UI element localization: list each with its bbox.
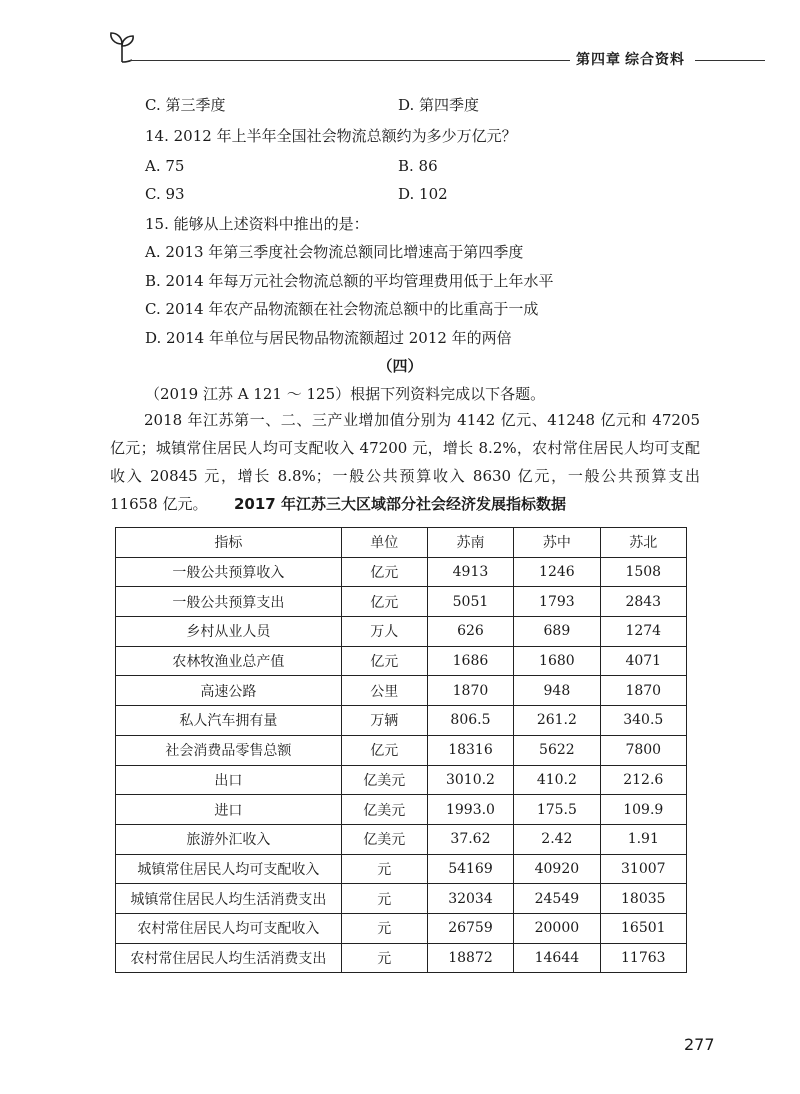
value-cell: 11763: [600, 943, 686, 973]
q14-option-c: C. 93: [145, 185, 185, 203]
value-cell: 1246: [514, 557, 600, 587]
table-row: [116, 735, 687, 765]
value-cell: 1793: [514, 587, 600, 617]
table-row: [116, 943, 687, 973]
value-cell: 948: [514, 676, 600, 706]
section-title: （四）: [377, 357, 423, 375]
value-cell: 1993.0: [427, 795, 513, 825]
value-cell: 261.2: [514, 706, 600, 736]
value-cell: 14644: [514, 943, 600, 973]
indicator-cell: 城镇常住居民人均可支配收入: [116, 854, 342, 884]
value-cell: 1508: [600, 557, 686, 587]
q15-stem: 15. 能够从上述资料中推出的是：: [145, 215, 369, 233]
value-cell: 18316: [427, 735, 513, 765]
data-table: [115, 527, 687, 973]
value-cell: 2.42: [514, 824, 600, 854]
unit-cell: 亿美元: [341, 824, 427, 854]
column-header: 苏南: [427, 528, 513, 558]
value-cell: 626: [427, 617, 513, 647]
value-cell: 2843: [600, 587, 686, 617]
source-line: （2019 江苏 A 121 ～ 125）根据下列资料完成以下各题。: [145, 385, 546, 403]
column-header: 苏中: [514, 528, 600, 558]
table-row: [116, 795, 687, 825]
unit-cell: 亿元: [341, 557, 427, 587]
table-row: [116, 884, 687, 914]
value-cell: 54169: [427, 854, 513, 884]
unit-cell: 亿美元: [341, 765, 427, 795]
indicator-cell: 农林牧渔业总产值: [116, 646, 342, 676]
value-cell: 175.5: [514, 795, 600, 825]
value-cell: 3010.2: [427, 765, 513, 795]
q14-option-b: B. 86: [398, 157, 438, 175]
page-number: 277: [684, 1035, 715, 1054]
unit-cell: 元: [341, 943, 427, 973]
q15-option-c: C. 2014 年农产品物流额在社会物流总额中的比重高于一成: [145, 300, 539, 318]
value-cell: 16501: [600, 913, 686, 943]
unit-cell: 元: [341, 913, 427, 943]
unit-cell: 亿元: [341, 587, 427, 617]
value-cell: 4071: [600, 646, 686, 676]
leaf-icon: [108, 30, 136, 64]
value-cell: 4913: [427, 557, 513, 587]
indicator-cell: 高速公路: [116, 676, 342, 706]
table-header-row: [116, 528, 687, 558]
value-cell: 32034: [427, 884, 513, 914]
table-row: [116, 676, 687, 706]
q15-option-a: A. 2013 年第三季度社会物流总额同比增速高于第四季度: [145, 243, 524, 261]
value-cell: 1.91: [600, 824, 686, 854]
value-cell: 31007: [600, 854, 686, 884]
unit-cell: 公里: [341, 676, 427, 706]
table-row: [116, 824, 687, 854]
value-cell: 24549: [514, 884, 600, 914]
indicator-cell: 出口: [116, 765, 342, 795]
value-cell: 40920: [514, 854, 600, 884]
indicator-cell: 乡村从业人员: [116, 617, 342, 647]
indicator-cell: 城镇常住居民人均生活消费支出: [116, 884, 342, 914]
value-cell: 18035: [600, 884, 686, 914]
unit-cell: 万人: [341, 617, 427, 647]
value-cell: 410.2: [514, 765, 600, 795]
unit-cell: 元: [341, 884, 427, 914]
header-rule-left: [130, 60, 570, 61]
prev-option-d: D. 第四季度: [398, 96, 480, 114]
table-row: [116, 706, 687, 736]
value-cell: 109.9: [600, 795, 686, 825]
value-cell: 37.62: [427, 824, 513, 854]
value-cell: 1680: [514, 646, 600, 676]
value-cell: 1870: [600, 676, 686, 706]
indicator-cell: 农村常住居民人均可支配收入: [116, 913, 342, 943]
value-cell: 212.6: [600, 765, 686, 795]
value-cell: 340.5: [600, 706, 686, 736]
q15-option-d: D. 2014 年单位与居民物品物流额超过 2012 年的两倍: [145, 329, 512, 347]
q14-stem: 14. 2012 年上半年全国社会物流总额约为多少万亿元？: [145, 127, 517, 145]
indicator-cell: 旅游外汇收入: [116, 824, 342, 854]
indicator-cell: 私人汽车拥有量: [116, 706, 342, 736]
table-row: [116, 587, 687, 617]
indicator-cell: 一般公共预算收入: [116, 557, 342, 587]
header-rule-right: [695, 60, 765, 61]
table-row: [116, 854, 687, 884]
table-row: [116, 617, 687, 647]
page-header: [0, 0, 800, 80]
value-cell: 5622: [514, 735, 600, 765]
section-label: 综合资料: [625, 52, 685, 68]
q14-option-a: A. 75: [145, 157, 185, 175]
indicator-cell: 进口: [116, 795, 342, 825]
value-cell: 5051: [427, 587, 513, 617]
unit-cell: 亿元: [341, 646, 427, 676]
value-cell: 1686: [427, 646, 513, 676]
indicator-cell: 社会消费品零售总额: [116, 735, 342, 765]
unit-cell: 元: [341, 854, 427, 884]
unit-cell: 万辆: [341, 706, 427, 736]
value-cell: 26759: [427, 913, 513, 943]
q14-option-d: D. 102: [398, 185, 448, 203]
table-row: [116, 557, 687, 587]
chapter-label: 第四章: [576, 52, 621, 68]
intro-paragraph: 2018 年江苏第一、二、三产业增加值分别为 4142 亿元、41248 亿元和 47205 亿元；城镇常住居民人均可支配收入 47200 元，增长 8.2%，农村常住居民人均可支配收入 20845 元，增长 8.8%；一般公共预算收入 8630 亿元，一般公共预算支出 11658 亿元。: [110, 411, 700, 513]
value-cell: 7800: [600, 735, 686, 765]
indicator-cell: 一般公共预算支出: [116, 587, 342, 617]
unit-cell: 亿元: [341, 735, 427, 765]
table-row: [116, 765, 687, 795]
value-cell: 18872: [427, 943, 513, 973]
q15-option-b: B. 2014 年每万元社会物流总额的平均管理费用低于上年水平: [145, 272, 554, 290]
prev-option-c: C. 第三季度: [145, 96, 226, 114]
value-cell: 806.5: [427, 706, 513, 736]
value-cell: 20000: [514, 913, 600, 943]
column-header: 单位: [341, 528, 427, 558]
table-title: 2017 年江苏三大区域部分社会经济发展指标数据: [234, 495, 566, 513]
table-row: [116, 646, 687, 676]
unit-cell: 亿美元: [341, 795, 427, 825]
column-header: 苏北: [600, 528, 686, 558]
value-cell: 689: [514, 617, 600, 647]
indicator-cell: 农村常住居民人均生活消费支出: [116, 943, 342, 973]
value-cell: 1274: [600, 617, 686, 647]
column-header: 指标: [116, 528, 342, 558]
table-row: [116, 913, 687, 943]
value-cell: 1870: [427, 676, 513, 706]
